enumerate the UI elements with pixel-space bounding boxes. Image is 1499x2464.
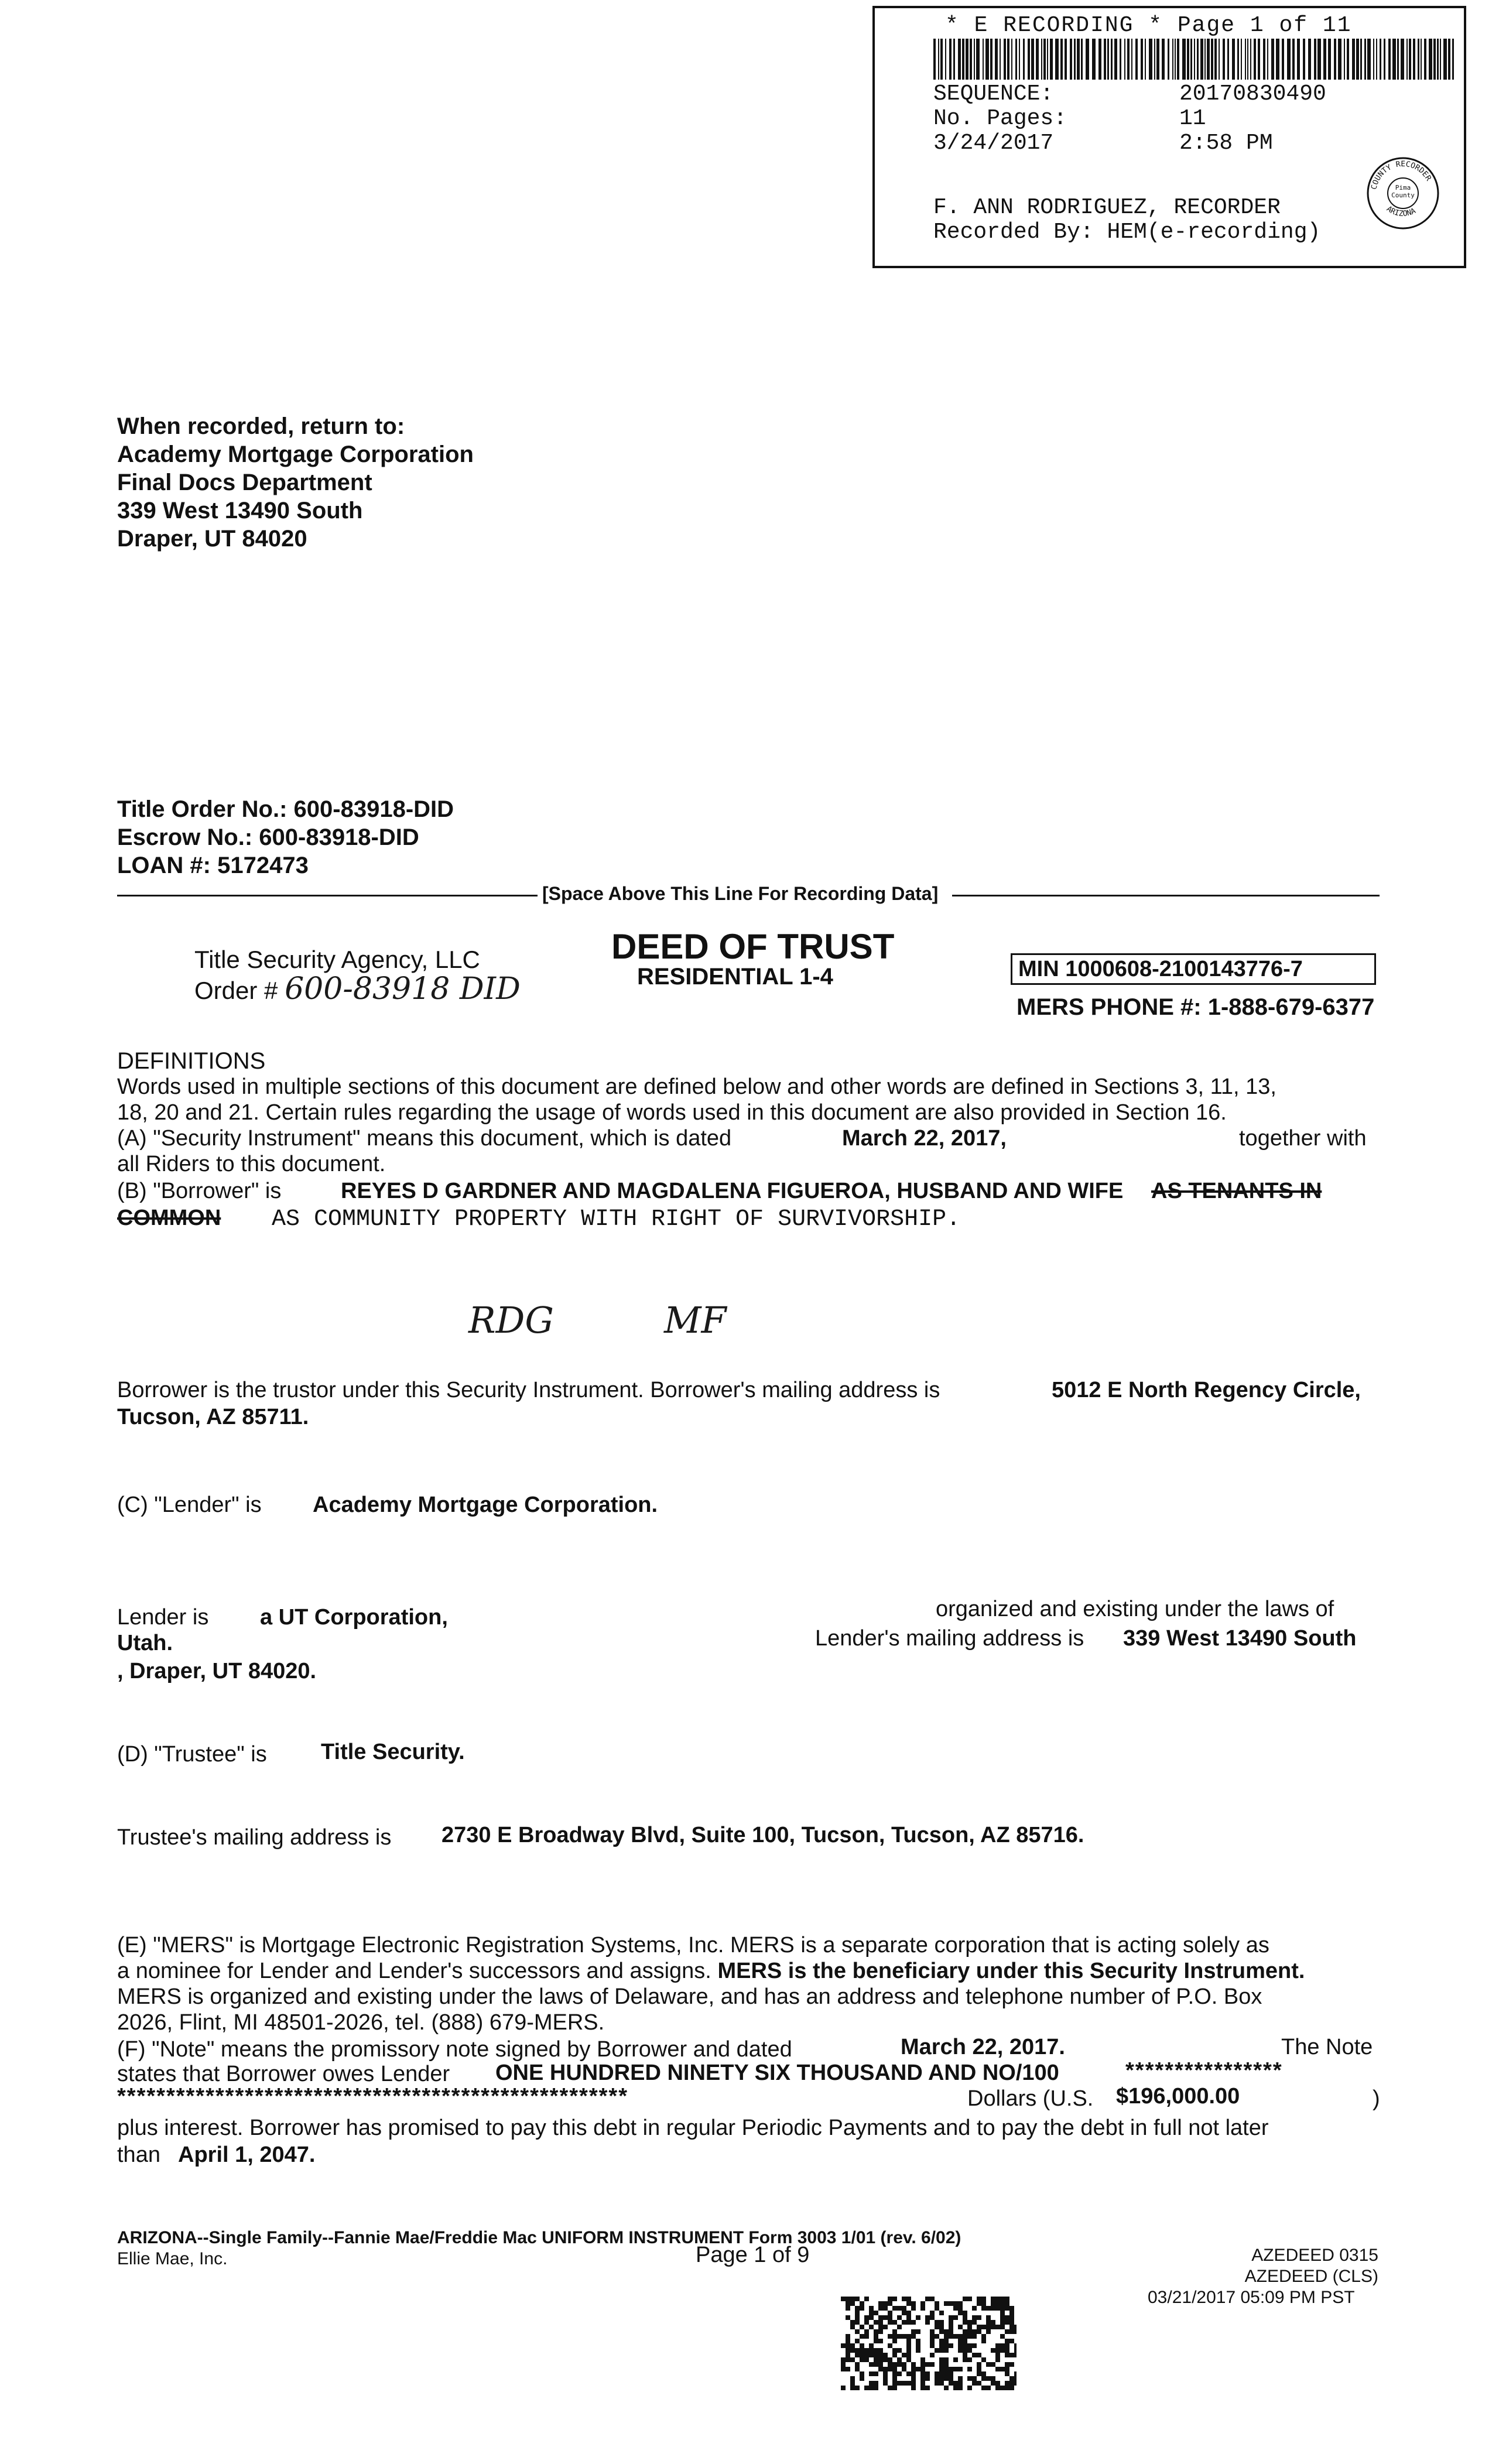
document-subtitle: RESIDENTIAL 1-4: [637, 964, 833, 990]
borrower-names: REYES D GARDNER AND MAGDALENA FIGUEROA, HUSBAND AND WIFE: [341, 1179, 1124, 1203]
return-to-line: Final Docs Department: [117, 470, 372, 495]
dollars-label: Dollars (U.S.: [967, 2086, 1094, 2111]
loan-number: LOAN #: 5172473: [117, 853, 309, 878]
qr-barcode-icon: [841, 2297, 1017, 2390]
borrower-address: 5012 E North Regency Circle,: [1052, 1378, 1361, 1402]
document-title: DEED OF TRUST: [611, 927, 895, 966]
def-a-date: March 22, 2017,: [842, 1126, 1007, 1151]
lender-address-label: Lender's mailing address is: [815, 1626, 1084, 1651]
agency-stamp: [194, 945, 521, 1005]
than-label: than: [117, 2143, 160, 2167]
lender-state: Utah.: [117, 1631, 173, 1655]
def-f-payments: plus interest. Borrower has promised to pay this debt in regular Periodic Payments and to pay the debt in full not later: [117, 2116, 1269, 2140]
stamp-date: 3/24/2017: [933, 131, 1054, 156]
return-to-line: Draper, UT 84020: [117, 526, 307, 552]
stamp-sequence-label: SEQUENCE:: [933, 81, 1054, 107]
def-e-line: (E) "MERS" is Mortgage Electronic Registration Systems, Inc. MERS is a separate corporation that is acting solely as: [117, 1933, 1269, 1957]
mers-beneficiary: MERS is the beneficiary under this Security Instrument.: [717, 1959, 1305, 1983]
initials: RDG: [468, 1299, 554, 1341]
trustee-name: Title Security.: [321, 1740, 465, 1764]
lender-type: a UT Corporation,: [260, 1605, 448, 1630]
def-b-label: (B) "Borrower" is: [117, 1179, 282, 1203]
def-e-line: a nominee for Lender and Lender's successors and assigns.: [117, 1959, 711, 1983]
space-above-label: [Space Above This Line For Recording Data]: [542, 883, 939, 904]
stamp-barcode: [933, 39, 1454, 80]
trustee-address-label: Trustee's mailing address is: [117, 1825, 392, 1850]
def-a-label: (A) "Security Instrument" means this document, which is dated: [117, 1126, 732, 1151]
page-number: Page 1 of 9: [696, 2243, 810, 2267]
mers-phone: MERS PHONE #: 1-888-679-6377: [1017, 994, 1375, 1020]
def-a-riders: all Riders to this document.: [117, 1152, 386, 1176]
def-e-line: 2026, Flint, MI 48501-2026, tel. (888) 679-MERS.: [117, 2010, 605, 2035]
lender-org-text: organized and existing under the laws of: [936, 1597, 1334, 1621]
def-d-label: (D) "Trustee" is: [117, 1742, 267, 1767]
agency-name: Title Security Agency, LLC: [194, 946, 480, 973]
stamp-sequence-value: 20170830490: [1179, 81, 1326, 107]
note-date: March 22, 2017.: [901, 2035, 1065, 2059]
lender-city: , Draper, UT 84020.: [117, 1659, 317, 1683]
agency-order-label: Order #: [194, 977, 278, 1004]
title-order-number: Title Order No.: 600-83918-DID: [117, 796, 454, 822]
return-to-line: 339 West 13490 South: [117, 498, 363, 523]
recording-stamp: [872, 6, 1466, 268]
loan-amount-words: ONE HUNDRED NINETY SIX THOUSAND AND NO/100: [495, 2061, 1059, 2085]
fill-stars: ****************************************************: [117, 2084, 628, 2109]
owes-lender-label: states that Borrower owes Lender: [117, 2062, 450, 2086]
definitions-heading: DEFINITIONS: [117, 1048, 266, 1074]
lender-name: Academy Mortgage Corporation.: [313, 1493, 658, 1517]
the-note-text: The Note: [1281, 2035, 1373, 2059]
escrow-number: Escrow No.: 600-83918-DID: [117, 824, 419, 850]
seal-top-text: COUNTY RECORDER: [1370, 159, 1433, 191]
return-to-heading: When recorded, return to:: [117, 413, 405, 439]
order-block: [117, 795, 454, 879]
footer-code: AZEDEED (CLS): [1244, 2267, 1378, 2286]
trustee-address: 2730 E Broadway Blvd, Suite 100, Tucson, Tucson, AZ 85716.: [442, 1823, 1084, 1847]
borrower-address-label: Borrower is the trustor under this Security Instrument. Borrower's mailing address is: [117, 1378, 940, 1402]
svg-text:ARIZONA: [1385, 204, 1418, 218]
stamp-recorded-by: Recorded By: HEM(e-recording): [933, 220, 1321, 245]
def-f-label: (F) "Note" means the promissory note signed by Borrower and dated: [117, 2037, 792, 2062]
def-e-block: [117, 1932, 1305, 2035]
stamp-pages-value: 11: [1179, 106, 1206, 131]
footer-codes: [1213, 2245, 1378, 2287]
stamp-pages-label: No. Pages:: [933, 106, 1067, 131]
divider-left: [117, 895, 538, 896]
return-to-block: [117, 412, 474, 553]
lender-is-label: Lender is: [117, 1605, 209, 1630]
typed-vesting: AS COMMUNITY PROPERTY WITH RIGHT OF SURVIVORSHIP.: [272, 1206, 961, 1233]
return-to-line: Academy Mortgage Corporation: [117, 442, 474, 467]
stamp-time: 2:58 PM: [1179, 131, 1273, 156]
seal-center-text: Pima County: [1391, 184, 1415, 199]
footer-code: AZEDEED 0315: [1251, 2246, 1378, 2265]
intro-line: Words used in multiple sections of this document are defined below and other words are defined in Sections 3, 11, 13,: [117, 1074, 1276, 1099]
county-seal-icon: [1365, 156, 1440, 231]
footer-timestamp: 03/21/2017 05:09 PM PST: [1148, 2288, 1355, 2307]
intro-line: 18, 20 and 21. Certain rules regarding the usage of words used in this document are also provided in Section 16.: [117, 1100, 1227, 1125]
struck-text: COMMON: [117, 1206, 221, 1230]
vendor-name: Ellie Mae, Inc.: [117, 2249, 228, 2268]
stamp-header: * E RECORDING * Page 1 of 11: [945, 13, 1352, 38]
maturity-date: April 1, 2047.: [178, 2143, 316, 2167]
min-box: MIN 1000608-2100143776-7: [1011, 953, 1376, 985]
def-c-label: (C) "Lender" is: [117, 1493, 262, 1517]
initials: MF: [664, 1299, 727, 1341]
fill-stars: ****************: [1125, 2058, 1283, 2083]
stamp-recorder: F. ANN RODRIGUEZ, RECORDER: [933, 195, 1281, 220]
form-identifier: ARIZONA--Single Family--Fannie Mae/Freddie Mac UNIFORM INSTRUMENT Form 3003 1/01 (rev. 6/02): [117, 2228, 961, 2247]
def-e-line: MERS is organized and existing under the laws of Delaware, and has an address and telephone number of P.O. Box: [117, 1984, 1262, 2009]
close-paren: ): [1373, 2086, 1380, 2111]
lender-address: 339 West 13490 South: [1123, 1626, 1357, 1651]
borrower-city: Tucson, AZ 85711.: [117, 1405, 309, 1429]
struck-text: AS TENANTS IN: [1151, 1179, 1322, 1203]
definitions-intro: [117, 1074, 1276, 1125]
def-a-together: together with: [1239, 1126, 1367, 1151]
agency-order-handwritten: 600-83918 DID: [285, 971, 521, 1007]
loan-amount: $196,000.00: [1116, 2084, 1240, 2109]
seal-bottom-text: ARIZONA: [1384, 204, 1418, 219]
divider-right: [952, 895, 1380, 896]
